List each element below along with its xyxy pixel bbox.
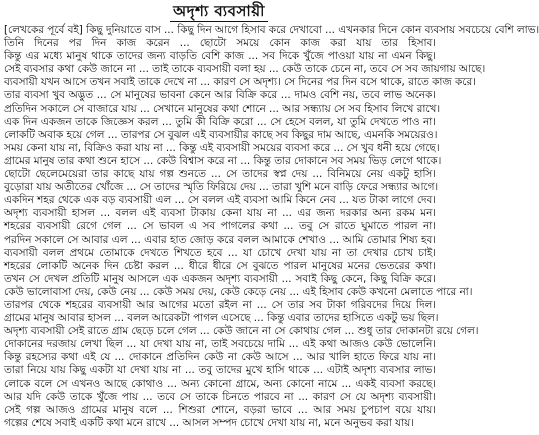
article-title-text: অদৃশ্য ব্যবসায়ী — [170, 2, 268, 22]
text-line: কেউ ভালোবাসা দেয়, কেউ নেয় ... কেউ সময় দেয়, কেউ কেড়ে নেয় ... এই হিসাব কেউ কখনো মেলাতে পারে না। — [4, 285, 473, 298]
text-line: ছোটো ছেলেমেয়েরা তার কাছে যায় গল্প শুনতে ... সে তাদের স্বপ্ন দেয় ... বিনিময়ে নেয় একটু হাসি। — [4, 168, 436, 181]
text-line: [লেখকের পূর্বে বই] কিছু দুনিয়াতে বাস ... কিছু দিন আগে হিসাব করে দেখাবো ... এখনকার দিনে কোন ব্যবসায় সবচেয়ে বেশি লাভ। — [4, 24, 539, 36]
text-line: তিনি দিনের পর দিন কাজ করেন ... ছোটো সময়ে কোন কাজ করা যায় তার হিসাব। — [4, 37, 436, 50]
text-line: একদিন শহর থেকে এক বড় ব্যবসায়ী এল ... সে বলল এই ব্যবসা আমি কিনে নেব ... যত টাকা লাগে দেব। — [4, 194, 436, 207]
text-line: ব্যবসায়ী বলল প্রথমে তোমাকে দেখতে শিখতে হবে ... যা চোখে দেখা যায় না তা দেখার চোখ চাই। — [4, 246, 436, 259]
text-line: সেই ব্যবসার কথা কেউ জানে না ... তাই তাকে ব্যবসায়ী বলা হয় ... কেউ তাকে চেনে না, তবে সে সব জায়গায় আছে। — [4, 63, 486, 76]
text-line: এক দিন একজন তাকে জিজ্ঞেস করল ... তুমি কী বিক্রি করো ... সে হেসে বলল, যা তুমি দেখতে পাও না। — [4, 115, 436, 128]
text-line: সেই গল্প আজও গ্রামের মানুষ বলে ... শিশুরা শোনে, বড়রা ভাবে ... আর সময় চুপচাপ বয়ে যায়। — [4, 403, 436, 416]
text-line: গ্রামের মানুষ আবার হাসল ... বলল আরেকটা পাগল এসেছে ... কিন্তু এবার তাদের হাসিতে একটু ভয় ছিল। — [4, 312, 439, 325]
text-line: আর যদি কেউ তাকে খুঁজে পায় ... তবে সে তাকে চিনতে পারবে না ... কারণ সে যে অদৃশ্য ব্যবসায়ী। — [4, 390, 436, 403]
text-line: শহরের ব্যবসায়ী রেগে গেল ... সে ভাবল এ সব পাগলের কথা ... তবু সে রাতে ঘুমাতে পারল না। — [4, 220, 436, 233]
text-line: সময় কেনা যায় না, বিক্রিও করা যায় না ... কিন্তু এই ব্যবসায়ী সময়ের ব্যবসা করে ... সে খুব ধনী হয়ে গেছে। — [4, 141, 440, 154]
text-line: লোকে বলে সে এখনও আছে কোথাও ... অন্য কোনো গ্রামে, অন্য কোনো নামে ... একই ব্যবসা করছে। — [4, 377, 436, 390]
text-line: তার ব্যবসা খুব অদ্ভুত ... সে মানুষের ভাবনা কেনে আর বিক্রি করে ... দামও বেশি নয়, তবে লাভ অনেক। — [4, 89, 436, 102]
text-line: লোকটি অবাক হয়ে গেল ... তারপর সে বুঝল এই ব্যবসায়ীর কাছে সব কিছুর দাম আছে, এমনকি সময়েরও। — [4, 128, 438, 141]
text-line: বুড়োরা যায় অতীতের খোঁজে ... সে তাদের স্মৃতি ফিরিয়ে দেয় ... তারা খুশি মনে বাড়ি ফেরে সন্ধ্যার আগে। — [4, 181, 439, 194]
text-line: শহরের লোকটি অনেক দিন চেষ্টা করল ... ধীরে ধীরে সে বুঝতে পারল মানুষের মনের ভেতরের কথা। — [4, 259, 436, 272]
text-line: তারপর থেকে শহরের ব্যবসায়ী আর আগের মতো রইল না ... সে তার সব টাকা গরিবদের দিয়ে দিল। — [4, 298, 436, 311]
text-line: তখন সে দেখল প্রতিটি মানুষ আসলে এক একজন অদৃশ্য ব্যবসায়ী ... সবাই কিছু কেনে, কিছু বিক্রি করে। — [4, 272, 436, 285]
text-line: তারা নিয়ে যায় কিছু একটা যা দেখা যায় না ... তবু তাদের মুখে হাসি থাকে ... এটাই অদৃশ্য ব্যবসার লাভ। — [4, 364, 436, 377]
text-line: অদৃশ্য ব্যবসায়ী সেই রাতে গ্রাম ছেড়ে চলে গেল ... কেউ জানে না সে কোথায় গেল ... শুধু তার দোকানটা রয়ে গেল। — [4, 325, 479, 338]
text-line: দোকানের দরজায় লেখা ছিল ... যা দেখা যায় না, তাই সবচেয়ে দামি ... এই কথা আজও কেউ ভোলেনি। — [4, 338, 436, 351]
text-line: অদৃশ্য ব্যবসায়ী হাসল ... বলল এই ব্যবসা টাকায় কেনা যায় না ... এর জন্য দরকার অন্য রকম মন। — [4, 207, 436, 220]
text-line: কিন্তু এর মধ্যে মানুষ থাকে তাদের জন্য বাড়তি বেশি কাজ ... সব দিকে খুঁজে পাওয়া যায় না এমন কিছু। — [4, 50, 436, 63]
text-line: গল্পের শেষে সবাই একটি কথা মনে রাখে ... আসল সম্পদ চোখে দেখা যায় না, মনে অনুভব করা যায়। — [4, 416, 414, 429]
text-line: পরদিন সকালে সে আবার এল ... এবার হাত জোড় করে বলল আমাকে শেখাও ... আমি তোমার শিষ্য হব। — [4, 233, 436, 246]
text-line: কিন্তু রহস্যের কথা এই যে ... দোকানে প্রতিদিন কেউ না কেউ আসে ... আর খালি হাতে ফিরে যায় না। — [4, 351, 436, 364]
article-title — [0, 2, 438, 22]
text-line: প্রতিদিন সকালে সে বাজারে যায় ... সেখানে মানুষের কথা শোনে ... আর সন্ধ্যায় সে সব হিসাব লিখে রাখে। — [4, 102, 441, 115]
article-body — [4, 24, 539, 434]
text-line: ব্যবসায়ী যখন আসে তখন সবাই তাকে দেখে না ... কারণ সে অদৃশ্য। সে দিনের পর দিন বসে থাকে, রাতে কাজ করে। — [4, 76, 476, 89]
text-line: গ্রামের মানুষ তার কথা শুনে হাসে ... কেউ বিশ্বাস করে না ... কিন্তু তার দোকানে সব সময় ভিড় লেগে থাকে। — [4, 154, 442, 167]
